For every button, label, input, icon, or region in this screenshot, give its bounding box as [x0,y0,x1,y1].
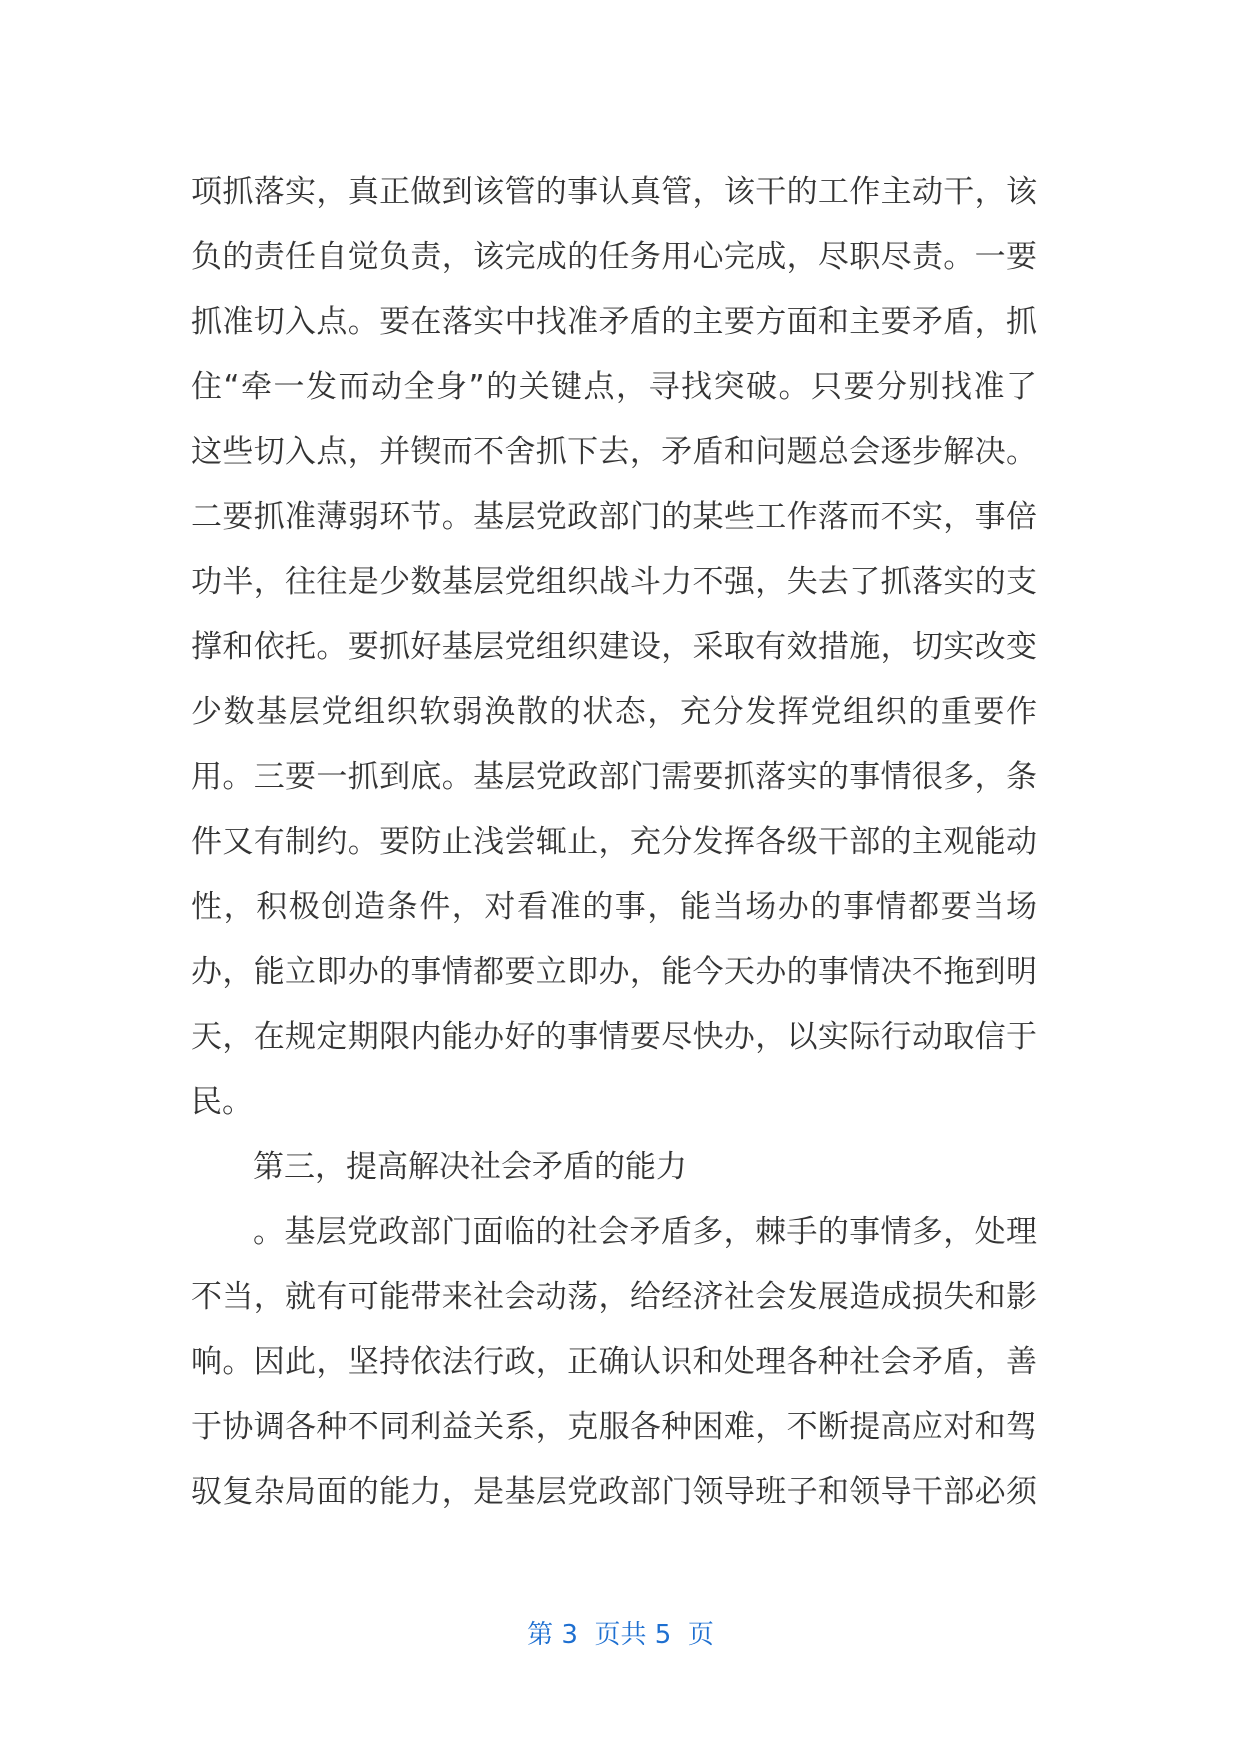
body-line: 用。三要一抓到底。基层党政部门需要抓落实的事情很多，条 [191,759,1037,795]
page-number-footer: 第 3 页共 5 页 [527,1620,714,1650]
body-line: 响。因此，坚持依法行政，正确认识和处理各种社会矛盾，善 [191,1344,1037,1380]
body-line: 住“牵一发而动全身”的关键点，寻找突破。只要分别找准了 [191,369,1037,405]
document-body [191,160,1037,1525]
body-line: 性，积极创造条件，对看准的事，能当场办的事情都要当场 [191,889,1037,925]
body-line: 驭复杂局面的能力，是基层党政部门领导班子和领导干部必须 [191,1474,1037,1510]
body-line: 功半，往往是少数基层党组织战斗力不强，失去了抓落实的支 [191,564,1037,600]
body-line: 二要抓准薄弱环节。基层党政部门的某些工作落而不实，事倍 [191,499,1037,535]
body-line: 项抓落实，真正做到该管的事认真管，该干的工作主动干，该 [191,174,1037,210]
body-line: 撑和依托。要抓好基层党组织建设，采取有效措施，切实改变 [191,629,1037,665]
body-line: 天，在规定期限内能办好的事情要尽快办，以实际行动取信于 [191,1019,1037,1055]
body-line: 办，能立即办的事情都要立即办，能今天办的事情决不拖到明 [191,954,1037,990]
body-line: 少数基层党组织软弱涣散的状态，充分发挥党组织的重要作 [191,694,1037,730]
body-line: 抓准切入点。要在落实中找准矛盾的主要方面和主要矛盾，抓 [191,304,1037,340]
body-line: 这些切入点，并锲而不舍抓下去，矛盾和问题总会逐步解决。 [191,434,1037,470]
section-heading: 第三，提高解决社会矛盾的能力 [253,1149,687,1185]
body-line: 不当，就有可能带来社会动荡，给经济社会发展造成损失和影 [191,1279,1037,1315]
body-line: 负的责任自觉负责，该完成的任务用心完成，尽职尽责。一要 [191,239,1037,275]
body-line: 于协调各种不同利益关系，克服各种困难，不断提高应对和驾 [191,1409,1037,1445]
body-line: 。基层党政部门面临的社会矛盾多，棘手的事情多，处理 [253,1214,1037,1250]
body-line: 民。 [191,1084,253,1120]
body-line: 件又有制约。要防止浅尝辄止，充分发挥各级干部的主观能动 [191,824,1037,860]
